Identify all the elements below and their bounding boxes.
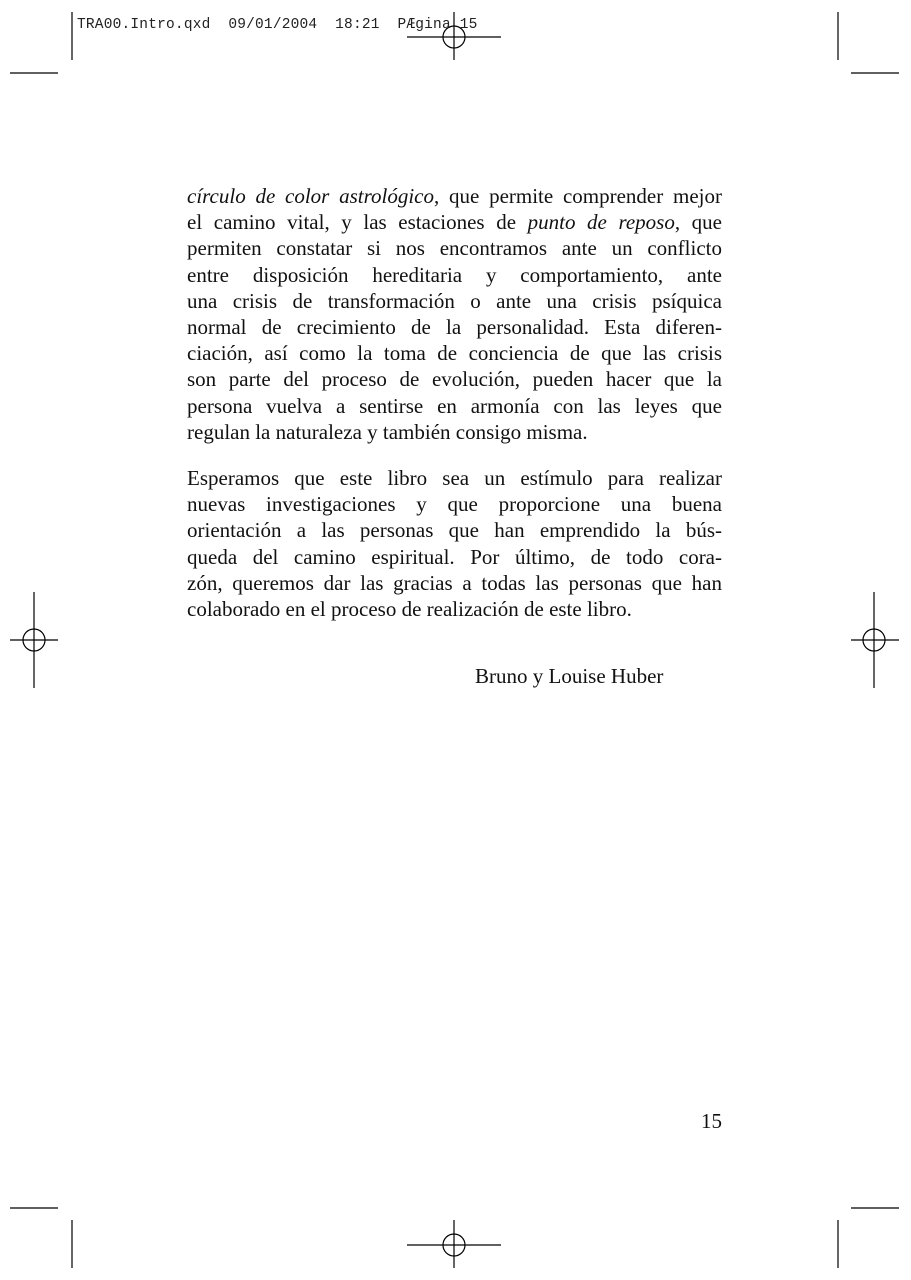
text-line: Esperamos que este libro sea un estímulo para realizar [187, 466, 722, 491]
crop-mark-bottom-right [838, 1208, 899, 1268]
crop-mark-bottom-left [10, 1208, 72, 1268]
signature: Bruno y Louise Huber [475, 664, 664, 688]
text-line: son parte del proceso de evolución, pueden hacer que la [187, 367, 722, 392]
text-line [187, 209, 722, 235]
registration-mark-right [851, 592, 899, 688]
paragraph-2 [187, 465, 722, 622]
italic-term: punto de reposo [527, 210, 675, 235]
text-line: una crisis de transformación o ante una crisis psíquica [187, 288, 722, 313]
text-line [187, 183, 722, 209]
text-line: permiten constatar si nos encontramos ante un conflicto [187, 236, 722, 261]
registration-mark-left [10, 592, 58, 688]
text-line: persona vuelva a sentirse en armonía con las leyes que [187, 393, 722, 418]
crop-mark-top-right [838, 12, 899, 73]
text-line: nuevas investigaciones y que proporcione una buena [187, 492, 722, 517]
text-span: , que permite comprender mejor [434, 184, 722, 208]
text-line: colaborado en el proceso de realización de este libro. [187, 597, 632, 622]
text-span: el camino vital, y las estaciones de [187, 210, 528, 235]
body-text [187, 183, 722, 622]
italic-term: círculo de color astrológico [187, 184, 434, 208]
page-number: 15 [701, 1109, 722, 1133]
text-span: , que [674, 210, 722, 235]
text-line: regulan la naturaleza y también consigo misma. [187, 419, 588, 444]
print-slug: TRA00.Intro.qxd 09/01/2004 18:21 PÆgina 15 [77, 17, 478, 33]
crop-mark-top-left [10, 12, 72, 73]
text-line: queda del camino espiritual. Por último, de todo cora- [187, 544, 722, 569]
text-line: ciación, así como la toma de conciencia de que las crisis [187, 341, 722, 366]
paragraph-1 [187, 183, 722, 445]
text-line: entre disposición hereditaria y comportamiento, ante [187, 262, 722, 287]
text-line: orientación a las personas que han emprendido la bús- [187, 518, 722, 543]
registration-mark-bottom [407, 1220, 501, 1268]
text-line: normal de crecimiento de la personalidad. Esta diferen- [187, 315, 722, 340]
text-line: zón, queremos dar las gracias a todas las personas que han [187, 570, 722, 595]
